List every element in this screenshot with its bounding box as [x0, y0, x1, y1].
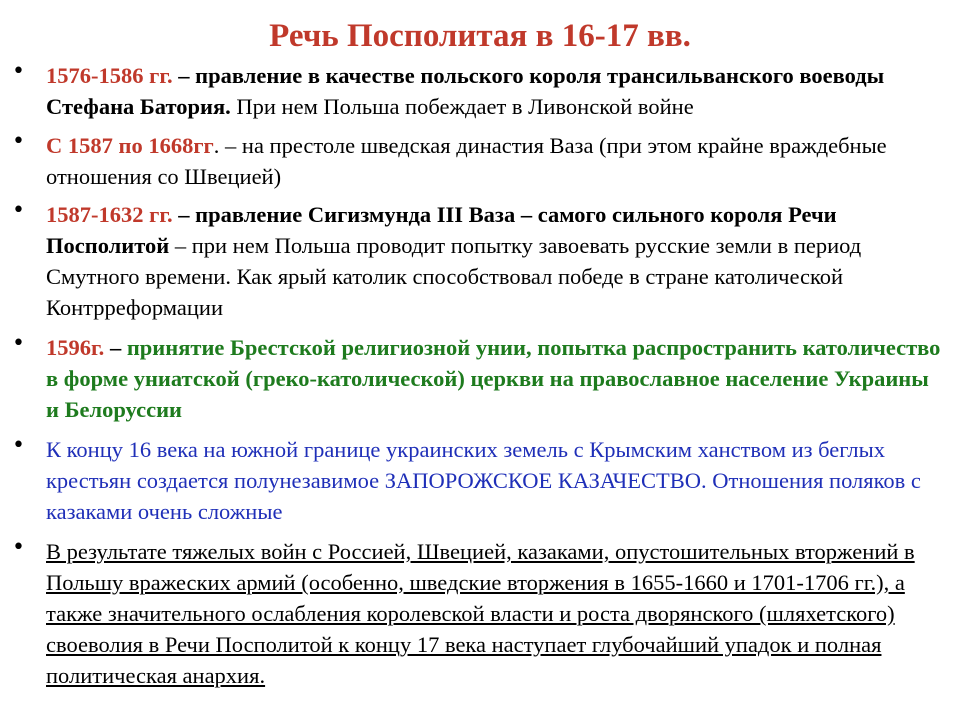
bullet-icon: • [12, 198, 25, 223]
date-range: 1587-1632 гг. [46, 202, 173, 227]
bullet-icon: • [12, 433, 25, 458]
list-item [0, 332, 960, 425]
list-item [0, 536, 960, 691]
date-range: 1576-1586 гг. [46, 63, 173, 88]
page-title: Речь Посполитая в 16-17 вв. [269, 18, 691, 54]
item-dash: – [104, 335, 127, 360]
item-text: В результате тяжелых войн с Россией, Швецией, казаками, опустошительных вторжений в Польшу вражеских армий (особенно, шведские вторжения в 1655-1660 и 1701-1706 гг.), а также значительного ослабления королевской власти и роста дворянского (шляхетского) своеволия в Речи Посполитой к концу 17 века наступает глубочайший упадок и полная политическая анархия. [46, 539, 915, 688]
bullet-list [0, 58, 960, 691]
bullet-icon: • [12, 129, 25, 154]
bullet-icon: • [12, 535, 25, 560]
item-emphasis: принятие Брестской религиозной унии, попытка распространить католичество в форме униатской (греко-католической) церкви на православное население Украины и Белоруссии [46, 335, 941, 422]
item-emphasis: – правление Сигизмунда III Ваза – самого сильного короля Речи Посполитой [46, 202, 837, 258]
bullet-icon: • [12, 59, 25, 84]
item-text: . – на престоле шведская династия Ваза (при этом крайне враждебные отношения со Швецией) [46, 133, 887, 189]
date-range: С 1587 по 1668гг [46, 133, 214, 158]
item-text: При нем Польша побеждает в Ливонской войне [230, 94, 694, 119]
list-item [0, 199, 960, 323]
list-item [0, 130, 960, 192]
list-item [0, 60, 960, 122]
item-text: – при нем Польша проводит попытку завоевать русские земли в период Смутного времени. Как ярый католик способствовал победе в стране католической Контрреформации [46, 233, 862, 320]
date-range: 1596г. [46, 335, 105, 360]
item-emphasis: – правление в качестве польского короля трансильванского воеводы Стефана Батория. [46, 63, 885, 119]
item-text: К концу 16 века на южной границе украинских земель с Крымским ханством из беглых крестьян создается полунезавимое ЗАПОРОЖСКОЕ КАЗАЧЕСТВО. Отношения поляков с казаками очень сложные [46, 437, 921, 524]
list-item [0, 434, 960, 527]
bullet-icon: • [12, 331, 25, 356]
